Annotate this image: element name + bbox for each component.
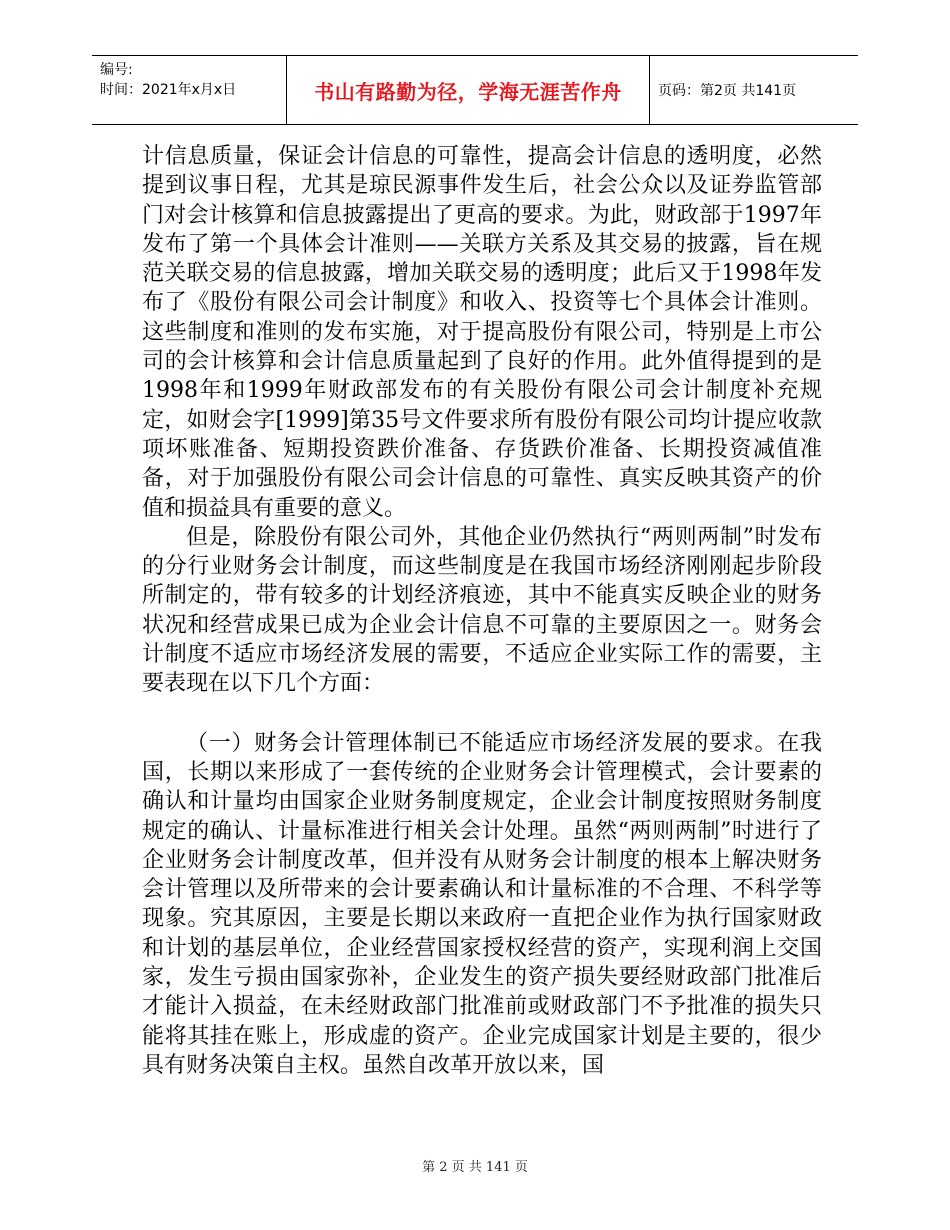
header-page-info: 页码：第2页 共141页 xyxy=(658,83,797,99)
document-number-label: 编号: xyxy=(100,62,133,78)
paragraph-2: 但是，除股份有限公司外，其他企业仍然执行“两则两制”时发布的分行业财务会计制度，而这些制度是在我国市场经济刚刚起步阶段所制定的，带有较多的计划经济痕迹，其中不能真实反映企业的财务状况和经营成果已成为企业会计信息不可靠的主要原因之一。财务会计制度不适应市场经济发展的需要，不适应企业实际工作的需要，主要表现在以下几个方面： xyxy=(142,524,822,697)
page-header xyxy=(92,55,858,125)
page-footer: 第 2 页 共 141 页 xyxy=(422,1160,528,1175)
header-left-cell xyxy=(92,56,286,124)
paragraph-3: （一）财务会计管理体制已不能适应市场经济发展的要求。在我国，长期以来形成了一套传统的企业财务会计管理模式，会计要素的确认和计量均由国家企业财务制度规定，企业会计制度按照财务制度规定的确认、计量标准进行相关会计处理。虽然“两则两制”时进行了企业财务会计制度改革，但并没有从财务会计制度的根本上解决财务会计管理以及所带来的会计要素确认和计量标准的不合理、不科学等现象。究其原因，主要是长期以来政府一直把企业作为执行国家财政和计划的基层单位，企业经营国家授权经营的资产，实现利润上交国家，发生亏损由国家弥补，企业发生的资产损失要经财政部门批准后才能计入损益，在未经财政部门批准前或财政部门不予批准的损失只能将其挂在账上，形成虚的资产。企业完成国家计划是主要的，很少具有财务决策自主权。虽然自改革开放以来，国 xyxy=(142,730,822,1078)
paragraph-1: 计信息质量，保证会计信息的可靠性，提高会计信息的透明度，必然提到议事日程，尤其是琼民源事件发生后，社会公众以及证券监管部门对会计核算和信息披露提出了更高的要求。为此，财政部于1997年发布了第一个具体会计准则——关联方关系及其交易的披露，旨在规范关联交易的信息披露，增加关联交易的透明度；此后又于1998年发布了《股份有限公司会计制度》和收入、投资等七个具体会计准则。这些制度和准则的发布实施，对于提高股份有限公司，特别是上市公司的会计核算和会计信息质量起到了良好的作用。此外值得提到的是1998年和1999年财政部发布的有关股份有限公司会计制度补充规定，如财会字[1999]第35号文件要求所有股份有限公司均计提应收款项坏账准备、短期投资跌价准备、存货跌价准备、长期投资减值准备，对于加强股份有限公司会计信息的可靠性、真实反映其资产的价值和损益具有重要的意义。 xyxy=(142,144,822,521)
document-time-label: 时间：2021年x月x日 xyxy=(100,82,237,98)
document-body xyxy=(142,142,822,1080)
header-motto: 书山有路勤为径，学海无涯苦作舟 xyxy=(286,56,650,124)
